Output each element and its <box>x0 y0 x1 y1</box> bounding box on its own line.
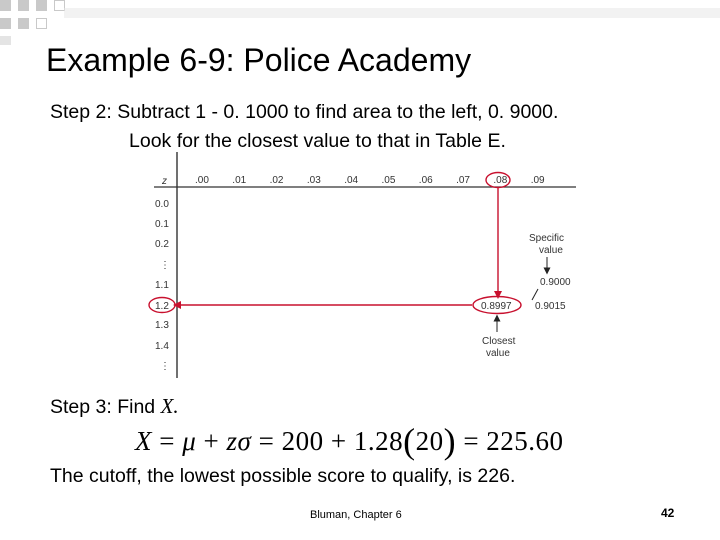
column-header: .06 <box>418 175 433 186</box>
column-headers <box>195 175 545 186</box>
label-specific-line-2: value <box>539 245 563 256</box>
formula-plus: + <box>196 426 227 456</box>
formula-open-paren: ( <box>403 421 416 461</box>
formula-computation: = 200 + 1.28 <box>251 426 404 456</box>
cutoff-text: The cutoff, the lowest possible score to qualify, is 226. <box>50 465 516 487</box>
column-header: .04 <box>344 175 359 186</box>
label-closest-line-1: Closest <box>482 336 516 347</box>
column-header: .08 <box>493 175 508 186</box>
column-header: .02 <box>269 175 284 186</box>
step-3-label: Step 3: Find <box>50 396 156 418</box>
row-label: 0.1 <box>155 219 169 230</box>
value-target: 0.9000 <box>540 277 571 288</box>
label-closest-line-2: value <box>486 348 510 359</box>
formula-mu: μ <box>182 426 197 456</box>
column-header: .01 <box>232 175 247 186</box>
z-header: z <box>162 176 167 187</box>
column-header: .03 <box>306 175 321 186</box>
column-header: .00 <box>195 175 209 186</box>
table-e-figure <box>140 150 585 380</box>
row-label: 1.1 <box>155 280 169 291</box>
formula-x: X <box>135 426 152 456</box>
footer-source: Bluman, Chapter 6 <box>310 509 402 521</box>
step-3-variable: X. <box>160 394 179 418</box>
column-header: .05 <box>381 175 396 186</box>
formula-close-paren: ) <box>443 421 457 461</box>
column-header: .07 <box>456 175 471 186</box>
formula-result: = 225.60 <box>456 426 564 456</box>
row-label: 1.2 <box>155 301 169 312</box>
row-label: 0.2 <box>155 239 169 250</box>
label-specific-line-1: Specific <box>529 233 565 244</box>
formula-equals: = <box>152 426 183 456</box>
value-closest: 0.8997 <box>481 301 512 312</box>
formula <box>135 420 564 462</box>
row-label: 0.0 <box>155 199 169 210</box>
step-3-text <box>50 394 179 419</box>
row-label: ⋮ <box>160 361 170 372</box>
step-2-line-1: Step 2: Subtract 1 - 0. 1000 to find area to the left, 0. 9000. <box>50 101 559 123</box>
formula-sigma-value: 20 <box>415 426 444 456</box>
row-label: 1.3 <box>155 320 169 331</box>
formula-z-sigma: zσ <box>226 426 252 456</box>
step-2-text <box>50 98 558 156</box>
arrow-target-next <box>532 289 538 300</box>
corner-grid-decoration <box>0 0 720 46</box>
slide-title: Example 6-9: Police Academy <box>46 42 472 78</box>
value-next: 0.9015 <box>535 301 566 312</box>
column-header: .09 <box>530 175 545 186</box>
page-number: 42 <box>661 506 675 520</box>
step-2-line-2: Look for the closest value to that in Table E. <box>129 130 506 152</box>
row-label: ⋮ <box>160 260 170 271</box>
row-label: 1.4 <box>155 341 169 352</box>
row-labels <box>155 199 170 372</box>
